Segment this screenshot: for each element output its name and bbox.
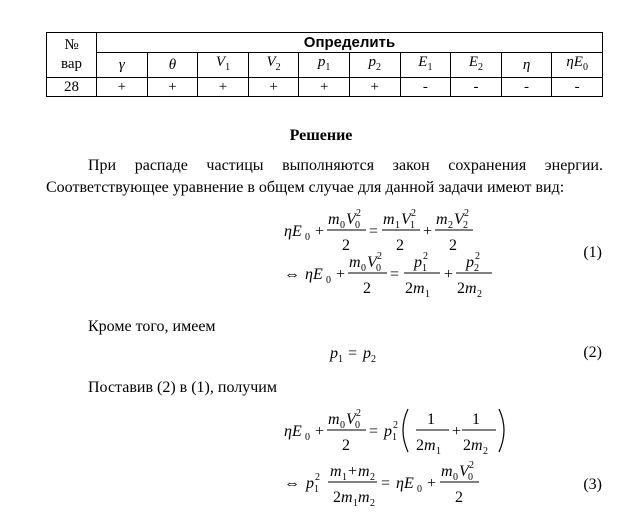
svg-text:1: 1 xyxy=(472,411,480,428)
column-symbol: $p_2$ xyxy=(349,53,400,78)
column-symbol: $V_2$ xyxy=(248,53,299,78)
svg-text:+: + xyxy=(423,223,433,240)
svg-text:2: 2 xyxy=(393,420,398,431)
svg-text:ηE: ηE xyxy=(305,266,323,283)
svg-text:2: 2 xyxy=(464,208,469,219)
svg-text:2: 2 xyxy=(474,263,479,274)
svg-text:1: 1 xyxy=(410,220,415,231)
column-value: - xyxy=(501,78,552,97)
header-no-symbol: № xyxy=(64,37,79,53)
svg-text:m: m xyxy=(383,211,395,228)
svg-text:+: + xyxy=(336,266,346,283)
column-symbol: $E_2$ xyxy=(451,53,502,78)
svg-text:2: 2 xyxy=(449,237,457,254)
paragraph-3: Поставив (2) в (1), получим xyxy=(88,379,277,396)
column-value: + xyxy=(248,78,299,97)
svg-text:2: 2 xyxy=(405,280,413,297)
svg-text:m: m xyxy=(330,463,342,480)
svg-text:m: m xyxy=(436,211,448,228)
svg-text:+: + xyxy=(427,475,437,492)
svg-text:2: 2 xyxy=(455,489,463,506)
svg-text:m: m xyxy=(358,463,370,480)
column-value: - xyxy=(552,78,603,97)
svg-text:0: 0 xyxy=(468,472,473,483)
column-value: + xyxy=(349,78,400,97)
svg-text:m: m xyxy=(328,411,340,428)
svg-text:2: 2 xyxy=(315,472,320,483)
svg-text:m: m xyxy=(349,254,361,271)
svg-text:m: m xyxy=(424,437,436,454)
svg-text:m: m xyxy=(471,437,483,454)
svg-text:=: = xyxy=(369,223,379,240)
svg-text:2: 2 xyxy=(477,289,482,300)
solution-heading: Решение xyxy=(289,127,353,144)
svg-text:2: 2 xyxy=(333,489,341,506)
svg-text:=: = xyxy=(390,266,400,283)
column-symbol: γ xyxy=(97,53,148,78)
svg-text:+: + xyxy=(315,223,325,240)
svg-text:⇔: ⇔ xyxy=(284,475,300,492)
column-symbol: $\eta E_0$ xyxy=(552,53,603,78)
svg-text:1: 1 xyxy=(314,484,319,495)
svg-text:2: 2 xyxy=(396,237,404,254)
svg-text:2: 2 xyxy=(356,408,361,419)
svg-text:+: + xyxy=(315,423,325,440)
svg-text:=: = xyxy=(381,475,391,492)
variant-number: 28 xyxy=(47,78,97,97)
svg-text:0: 0 xyxy=(361,263,366,274)
column-value: + xyxy=(299,78,350,97)
svg-text:2: 2 xyxy=(370,472,375,483)
svg-text:0: 0 xyxy=(417,484,422,495)
svg-text:+: + xyxy=(452,423,462,440)
svg-text:m: m xyxy=(358,489,370,506)
svg-text:1: 1 xyxy=(422,263,427,274)
svg-text:=: = xyxy=(369,423,379,440)
paragraph-2: Кроме того, имеем xyxy=(88,318,216,335)
svg-text:0: 0 xyxy=(305,432,310,443)
svg-text:m: m xyxy=(441,463,453,480)
svg-text:p: p xyxy=(414,254,422,271)
svg-text:V: V xyxy=(367,254,377,271)
svg-text:2: 2 xyxy=(363,280,371,297)
svg-text:1: 1 xyxy=(392,432,397,443)
svg-text:2: 2 xyxy=(370,498,375,509)
svg-text:p: p xyxy=(306,475,314,492)
svg-text:2: 2 xyxy=(463,437,471,454)
svg-text:1: 1 xyxy=(395,220,400,231)
svg-text:p: p xyxy=(330,345,338,362)
svg-text:ηE: ηE xyxy=(284,223,302,240)
column-symbol: $V_1$ xyxy=(198,53,249,78)
equation-3-label: (3) xyxy=(583,476,602,493)
column-value: - xyxy=(400,78,451,97)
paragraph-1-line-2: Соответствующее уравнение в общем случае для данной задачи имеют вид: xyxy=(46,179,565,196)
svg-text:m: m xyxy=(413,280,425,297)
svg-text:0: 0 xyxy=(355,220,360,231)
column-symbol: η xyxy=(501,53,552,78)
svg-text:0: 0 xyxy=(340,420,345,431)
svg-text:0: 0 xyxy=(376,263,381,274)
svg-text:2: 2 xyxy=(483,446,488,457)
svg-text:m: m xyxy=(341,489,353,506)
svg-text:m: m xyxy=(328,211,340,228)
svg-text:2: 2 xyxy=(377,251,382,262)
svg-text:0: 0 xyxy=(453,472,458,483)
determine-header: Определить xyxy=(97,33,603,53)
svg-text:0: 0 xyxy=(326,275,331,286)
svg-text:⇔: ⇔ xyxy=(284,266,300,283)
column-value: + xyxy=(147,78,198,97)
svg-text:V: V xyxy=(454,211,464,228)
svg-text:2: 2 xyxy=(457,280,465,297)
svg-text:1: 1 xyxy=(425,289,430,300)
svg-text:1: 1 xyxy=(427,411,435,428)
equation-2-label: (2) xyxy=(583,344,602,361)
svg-text:1: 1 xyxy=(338,354,343,365)
svg-text:2: 2 xyxy=(475,251,480,262)
svg-text:0: 0 xyxy=(340,220,345,231)
svg-text:2: 2 xyxy=(423,251,428,262)
paragraph-1-line-1: При распаде частицы выполняются закон сохранения энергии. xyxy=(88,157,603,174)
svg-text:2: 2 xyxy=(356,208,361,219)
svg-text:2: 2 xyxy=(342,437,350,454)
svg-text:1: 1 xyxy=(436,446,441,457)
svg-text:p: p xyxy=(466,254,474,271)
svg-text:1: 1 xyxy=(342,472,347,483)
svg-text:V: V xyxy=(401,211,411,228)
svg-text:2: 2 xyxy=(342,237,350,254)
svg-text:2: 2 xyxy=(469,460,474,471)
svg-text:1: 1 xyxy=(353,498,358,509)
svg-text:p: p xyxy=(384,423,392,440)
svg-text:V: V xyxy=(346,411,356,428)
svg-text:V: V xyxy=(346,211,356,228)
svg-text:2: 2 xyxy=(416,437,424,454)
column-value: - xyxy=(451,78,502,97)
column-value: + xyxy=(198,78,249,97)
column-value: + xyxy=(97,78,148,97)
svg-text:2: 2 xyxy=(448,220,453,231)
column-symbol: $E_1$ xyxy=(400,53,451,78)
svg-text:=: = xyxy=(348,345,358,362)
svg-text:ηE: ηE xyxy=(284,423,302,440)
svg-text:+: + xyxy=(444,266,454,283)
svg-text:0: 0 xyxy=(305,232,310,243)
header-var-label: вар xyxy=(60,56,83,72)
equation-1-label: (1) xyxy=(583,244,602,261)
svg-text:m: m xyxy=(465,280,477,297)
column-symbol: θ xyxy=(147,53,198,78)
svg-text:2: 2 xyxy=(411,208,416,219)
svg-text:0: 0 xyxy=(355,420,360,431)
svg-text:2: 2 xyxy=(371,354,376,365)
svg-text:+: + xyxy=(348,463,358,480)
svg-text:ηE: ηE xyxy=(396,475,414,492)
column-symbol: $p_1$ xyxy=(299,53,350,78)
svg-text:p: p xyxy=(363,345,371,362)
svg-text:V: V xyxy=(459,463,469,480)
svg-text:2: 2 xyxy=(463,220,468,231)
